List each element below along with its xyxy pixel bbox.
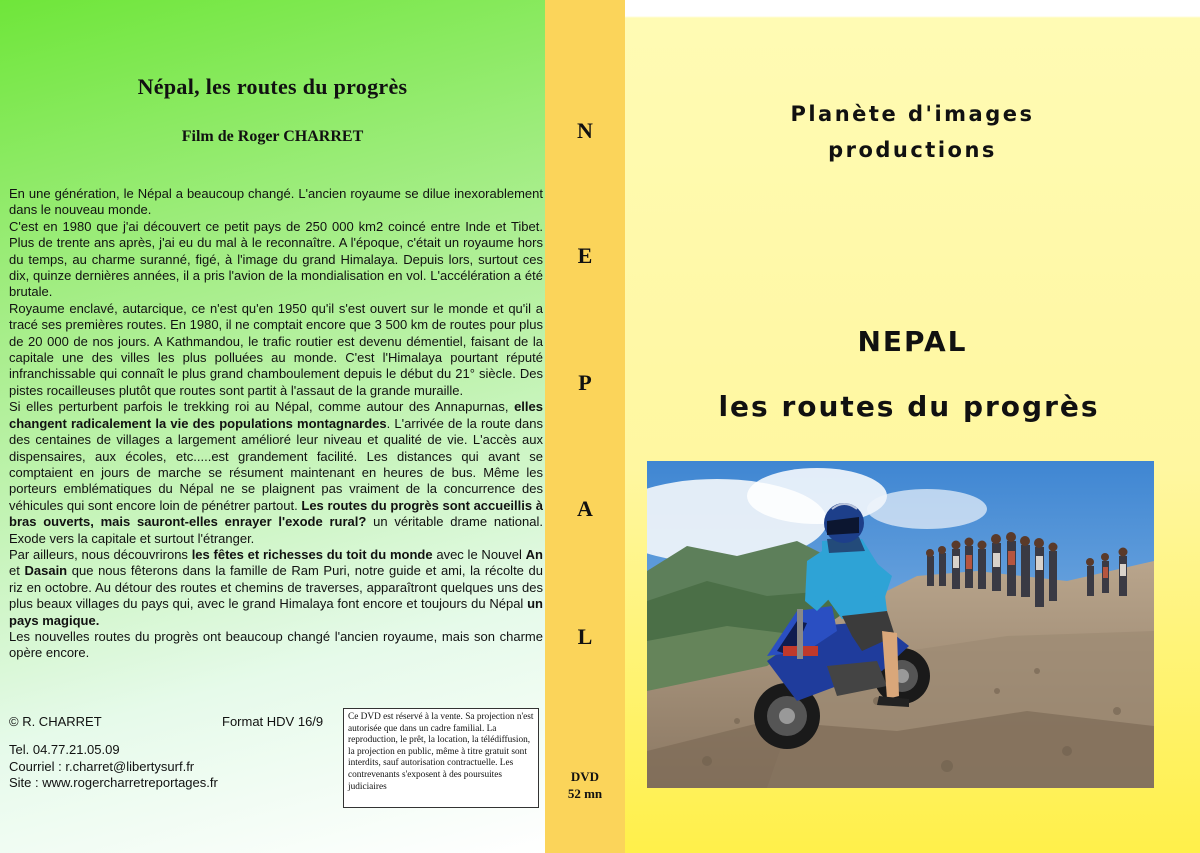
back-cover [0,0,545,853]
front-title: NEPAL [857,325,968,358]
synopsis-run: C'est en 1980 que j'ai découvert ce petit pays de 250 000 km2 coincé entre Inde et Tibet. Plus de trente ans après, j'ai eu du mal à le reconnaître. A l'époque, c'était un royaume hors du temps, au charme suranné, figé, à l'image du grand Himalaya. Depuis lors, surtout ces dix, quinze dernières années, il a pris l'avion de la mondialisation en vol. L'accélération a été brutale. [9,218,543,300]
motorcyclist-illustration [647,461,1154,788]
synopsis-run: Si elles perturbent parfois le trekking roi au Népal, comme autour des Annapurnas, [9,399,515,415]
spine-letter: L [577,624,593,649]
synopsis-paragraph [9,186,543,219]
spine-letter: P [578,370,592,395]
synopsis-highlight: Dasain [24,563,68,579]
spine [545,0,625,853]
spine-letter: N [577,118,593,143]
producer-name: Planète d'images [790,102,1035,126]
dvd-info [545,768,625,802]
synopsis-highlight: An [525,546,544,562]
phone: Tel. 04.77.21.05.09 [9,742,120,757]
synopsis-paragraph [9,629,543,662]
back-title: Népal, les routes du progrès [137,74,408,99]
synopsis-run: que nous fêterons dans la famille de Ram Puri, notre guide et ami, la récolte du riz en octobre. Au détour des routes et chemins de traverses, apparaîtront quelques uns des plus beaux villages du pays qui, avec le grand Himalaya font encore et toujours du Népal [9,563,543,612]
synopsis-run: Les nouvelles routes du progrès ont beaucoup changé l'ancien royaume, mais son charme opère encore. [9,628,543,661]
copyright: © R. CHARRET [9,714,102,729]
synopsis-run: Par ailleurs, nous découvrirons [9,546,192,562]
front-subtitle: les routes du progrès [718,390,1100,423]
back-subtitle: Film de Roger CHARRET [181,128,364,145]
spine-letter: E [577,243,593,268]
producer [625,96,1200,168]
duration: 52 mn [567,786,603,801]
contact-block [9,742,218,792]
synopsis-text [9,186,543,662]
legal-notice: Ce DVD est réservé à la vente. Sa projection n'est autorisée que dans un cadre familial. La reproduction, le prêt, la location, la télédiffusion, la projection en public, même à titre gratuit sont interdits, sauf autorisation contractuelle. Les contrevenants s'exposent à des poursuites judiciaires [343,708,539,808]
producer-suffix: productions [828,138,997,162]
synopsis-run: . L'arrivée de la route dans des centaines de villages a largement amélioré leur niveau et qualité de vie. L'accès aux dispensaires, aux écoles, etc.....est grandement facilité. Les distances qui avant se comptaient en jours de marche se résument maintenant en heures de bus. Même les porteurs emblématiques du Népal ne se plaignent pas vraiment de la concurrence des véhicules qui sont encore loin de pénétrer partout. [9,415,543,513]
synopsis-highlight: un pays magique. [9,596,543,628]
synopsis-paragraph [9,399,543,547]
synopsis-run: En une génération, le Népal a beaucoup changé. L'ancien royaume se dilue inexorablement dans le nouveau monde. [9,186,543,218]
synopsis-highlight: les fêtes et richesses du toit du monde [191,546,433,562]
synopsis-run: et [9,563,25,579]
website: Site : www.rogercharretreportages.fr [9,775,218,790]
video-format: Format HDV 16/9 [222,714,324,729]
cover-photo [647,461,1154,788]
synopsis-run: avec le Nouvel [432,546,526,562]
dvd-label: DVD [570,769,600,784]
synopsis-paragraph [9,547,543,629]
email: Courriel : r.charret@libertysurf.fr [9,758,195,774]
synopsis-paragraph [9,301,543,399]
synopsis-highlight: Les routes du progrès sont accueillis à bras ouverts, mais sauront-elles enrayer l'exode rural? [9,497,543,530]
spine-letter: A [577,496,593,521]
synopsis-run: un véritable drame national. Exode vers la capitale et surtout l'étranger. [9,514,543,546]
synopsis-paragraph [9,219,543,301]
synopsis-highlight: elles changent radicalement la vie des populations montagnardes [9,399,543,431]
synopsis-run: Royaume enclavé, autarcique, ce n'est qu'en 1950 qu'il s'est ouvert sur le monde et qu'il a tracé ses premières routes. En 1980, il ne comptait encore que 3 500 km de routes pour plus de 20 000 de nos jours. A Kathmandou, le trafic routier est devenu démentiel, faisant de la capitale une des villes les plus polluées au monde. C'est l'Himalaya pourtant réputé infranchissable qui connaît le plus grand chamboulement depuis le début du 21° siècle. Des pistes rocailleuses plutôt que routes sont partit à l'assaut de la grande muraille. [9,300,544,398]
